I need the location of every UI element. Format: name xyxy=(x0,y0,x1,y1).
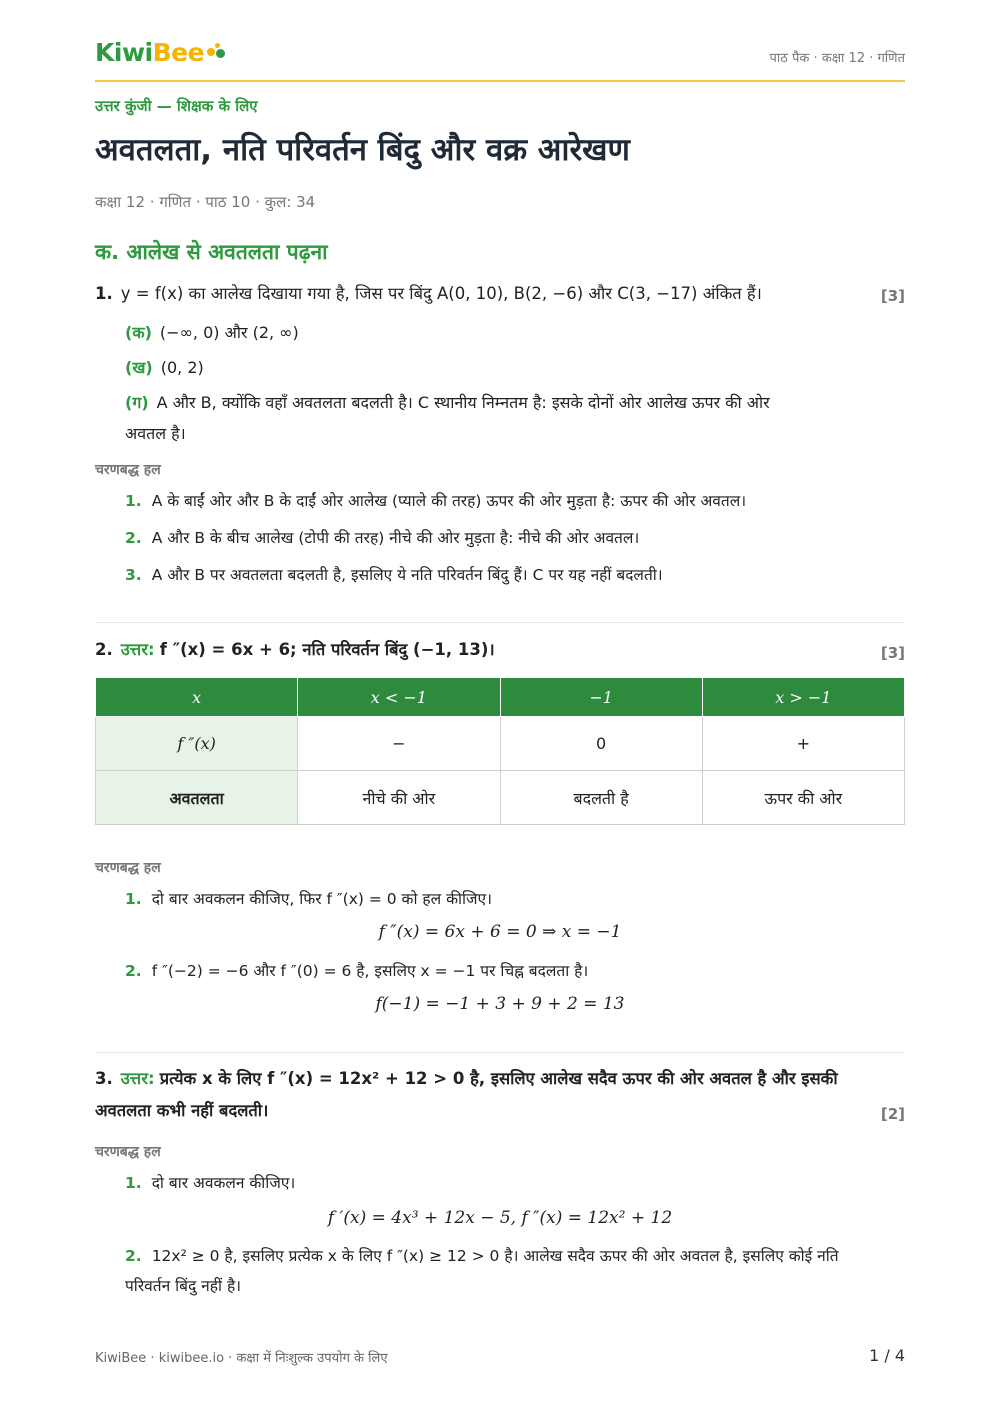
solution-step: 1. दो बार अवकलन कीजिए, फिर f ″(x) = 0 को हल कीजिए। xyxy=(125,890,492,908)
footer-text: KiwiBee · kiwibee.io · कक्षा में निःशुल्क उपयोग के लिए xyxy=(95,1351,388,1366)
answer-text: प्रत्येक x के लिए f ″(x) = 12x² + 12 > 0 है, इसलिए आलेख सदैव ऊपर की ओर अवतल है और इसकी xyxy=(159,1069,838,1088)
table-header: x xyxy=(96,678,298,717)
page-title: अवतलता, नति परिवर्तन बिंदु और वक्र आरेखण xyxy=(95,132,630,168)
solution-step-continued: परिवर्तन बिंदु नहीं है। xyxy=(125,1277,242,1295)
table-cell: − xyxy=(298,717,500,771)
page-header xyxy=(95,38,905,82)
steps-heading: चरणबद्ध हल xyxy=(95,860,161,876)
table-cell: बदलती है xyxy=(500,771,702,825)
steps-heading: चरणबद्ध हल xyxy=(95,1144,161,1160)
question-text: y = f(x) का आलेख दिखाया गया है, जिस पर बिंदु A(0, 10), B(2, −6) और C(3, −17) अंकित हैं। xyxy=(120,284,762,303)
sign-chart-table xyxy=(95,677,905,825)
solution-step: 3. A और B पर अवतलता बदलती है, इसलिए ये नति परिवर्तन बिंदु हैं। C पर यह नहीं बदलती। xyxy=(125,566,663,584)
table-row-header: अवतलता xyxy=(96,771,298,825)
solution-step: 2. A और B के बीच आलेख (टोपी की तरह) नीचे की ओर मुड़ता है: नीचे की ओर अवतल। xyxy=(125,529,640,547)
question-marks: [2] xyxy=(880,1105,905,1123)
table-header: x > −1 xyxy=(702,678,904,717)
page-number: 1 / 4 xyxy=(869,1346,905,1365)
divider xyxy=(95,1052,905,1053)
divider xyxy=(95,622,905,623)
table-row xyxy=(96,717,905,771)
answer-part: (ग) A और B, क्योंकि वहाँ अवतलता बदलती है। C स्थानीय निम्नतम है: इसके दोनों ओर आलेख ऊपर की ओर xyxy=(125,393,770,412)
table-row-header: f ″(x) xyxy=(96,717,298,771)
equation: f ′(x) = 4x³ + 12x − 5, f ″(x) = 12x² + 12 xyxy=(327,1208,673,1228)
question-3 xyxy=(95,1067,905,1091)
answer-key-kicker: उत्तर कुंजी — शिक्षक के लिए xyxy=(95,97,258,115)
kiwibee-logo: KiwiBee xyxy=(95,38,229,67)
answer-part: (ख) (0, 2) xyxy=(125,358,204,377)
answer-part: (क) (−∞, 0) और (2, ∞) xyxy=(125,323,299,342)
answer-label: उत्तर: xyxy=(120,1069,155,1088)
table-cell: नीचे की ओर xyxy=(298,771,500,825)
table-cell: ऊपर की ओर xyxy=(702,771,904,825)
answer-part-continued: अवतल है। xyxy=(125,424,186,443)
header-meta: पाठ पैक · कक्षा 12 · गणित xyxy=(769,51,905,66)
answer-text-continued: अवतलता कभी नहीं बदलती। [2] xyxy=(95,1099,905,1123)
question-number: 1. xyxy=(95,284,113,303)
steps-heading: चरणबद्ध हल xyxy=(95,462,161,478)
section-heading-a: क. आलेख से अवतलता पढ़ना xyxy=(95,240,328,264)
answer-label: उत्तर: xyxy=(120,640,155,659)
table-header-row xyxy=(96,678,905,717)
answer-text: f ″(x) = 6x + 6; नति परिवर्तन बिंदु (−1, 13)। xyxy=(159,640,495,659)
question-number: 3. xyxy=(95,1069,113,1088)
table-header: x < −1 xyxy=(298,678,500,717)
question-number: 2. xyxy=(95,640,113,659)
solution-step: 2. f ″(−2) = −6 और f ″(0) = 6 है, इसलिए x = −1 पर चिह्न बदलता है। xyxy=(125,962,589,980)
solution-step: 1. दो बार अवकलन कीजिए। xyxy=(125,1174,296,1192)
equation: f ″(x) = 6x + 6 = 0 ⇒ x = −1 xyxy=(378,922,622,942)
table-header: −1 xyxy=(500,678,702,717)
table-cell: + xyxy=(702,717,904,771)
solution-step: 2. 12x² ≥ 0 है, इसलिए प्रत्येक x के लिए f ″(x) ≥ 12 > 0 है। आलेख सदैव ऊपर की ओर अवतल है, इसलिए कोई नति xyxy=(125,1247,839,1265)
table-row xyxy=(96,771,905,825)
question-1 xyxy=(95,282,905,306)
page-meta: कक्षा 12 · गणित · पाठ 10 · कुल: 34 xyxy=(95,193,316,211)
logo-dots-icon xyxy=(207,43,229,59)
solution-step: 1. A के बाईं ओर और B के दाईं ओर आलेख (प्याले की तरह) ऊपर की ओर मुड़ता है: ऊपर की ओर अवतल। xyxy=(125,492,747,510)
question-2 xyxy=(95,638,905,662)
equation: f(−1) = −1 + 3 + 9 + 2 = 13 xyxy=(375,994,625,1014)
worksheet-page xyxy=(95,0,905,1413)
question-marks: [3] xyxy=(880,644,905,662)
question-marks: [3] xyxy=(880,287,905,305)
table-cell: 0 xyxy=(500,717,702,771)
